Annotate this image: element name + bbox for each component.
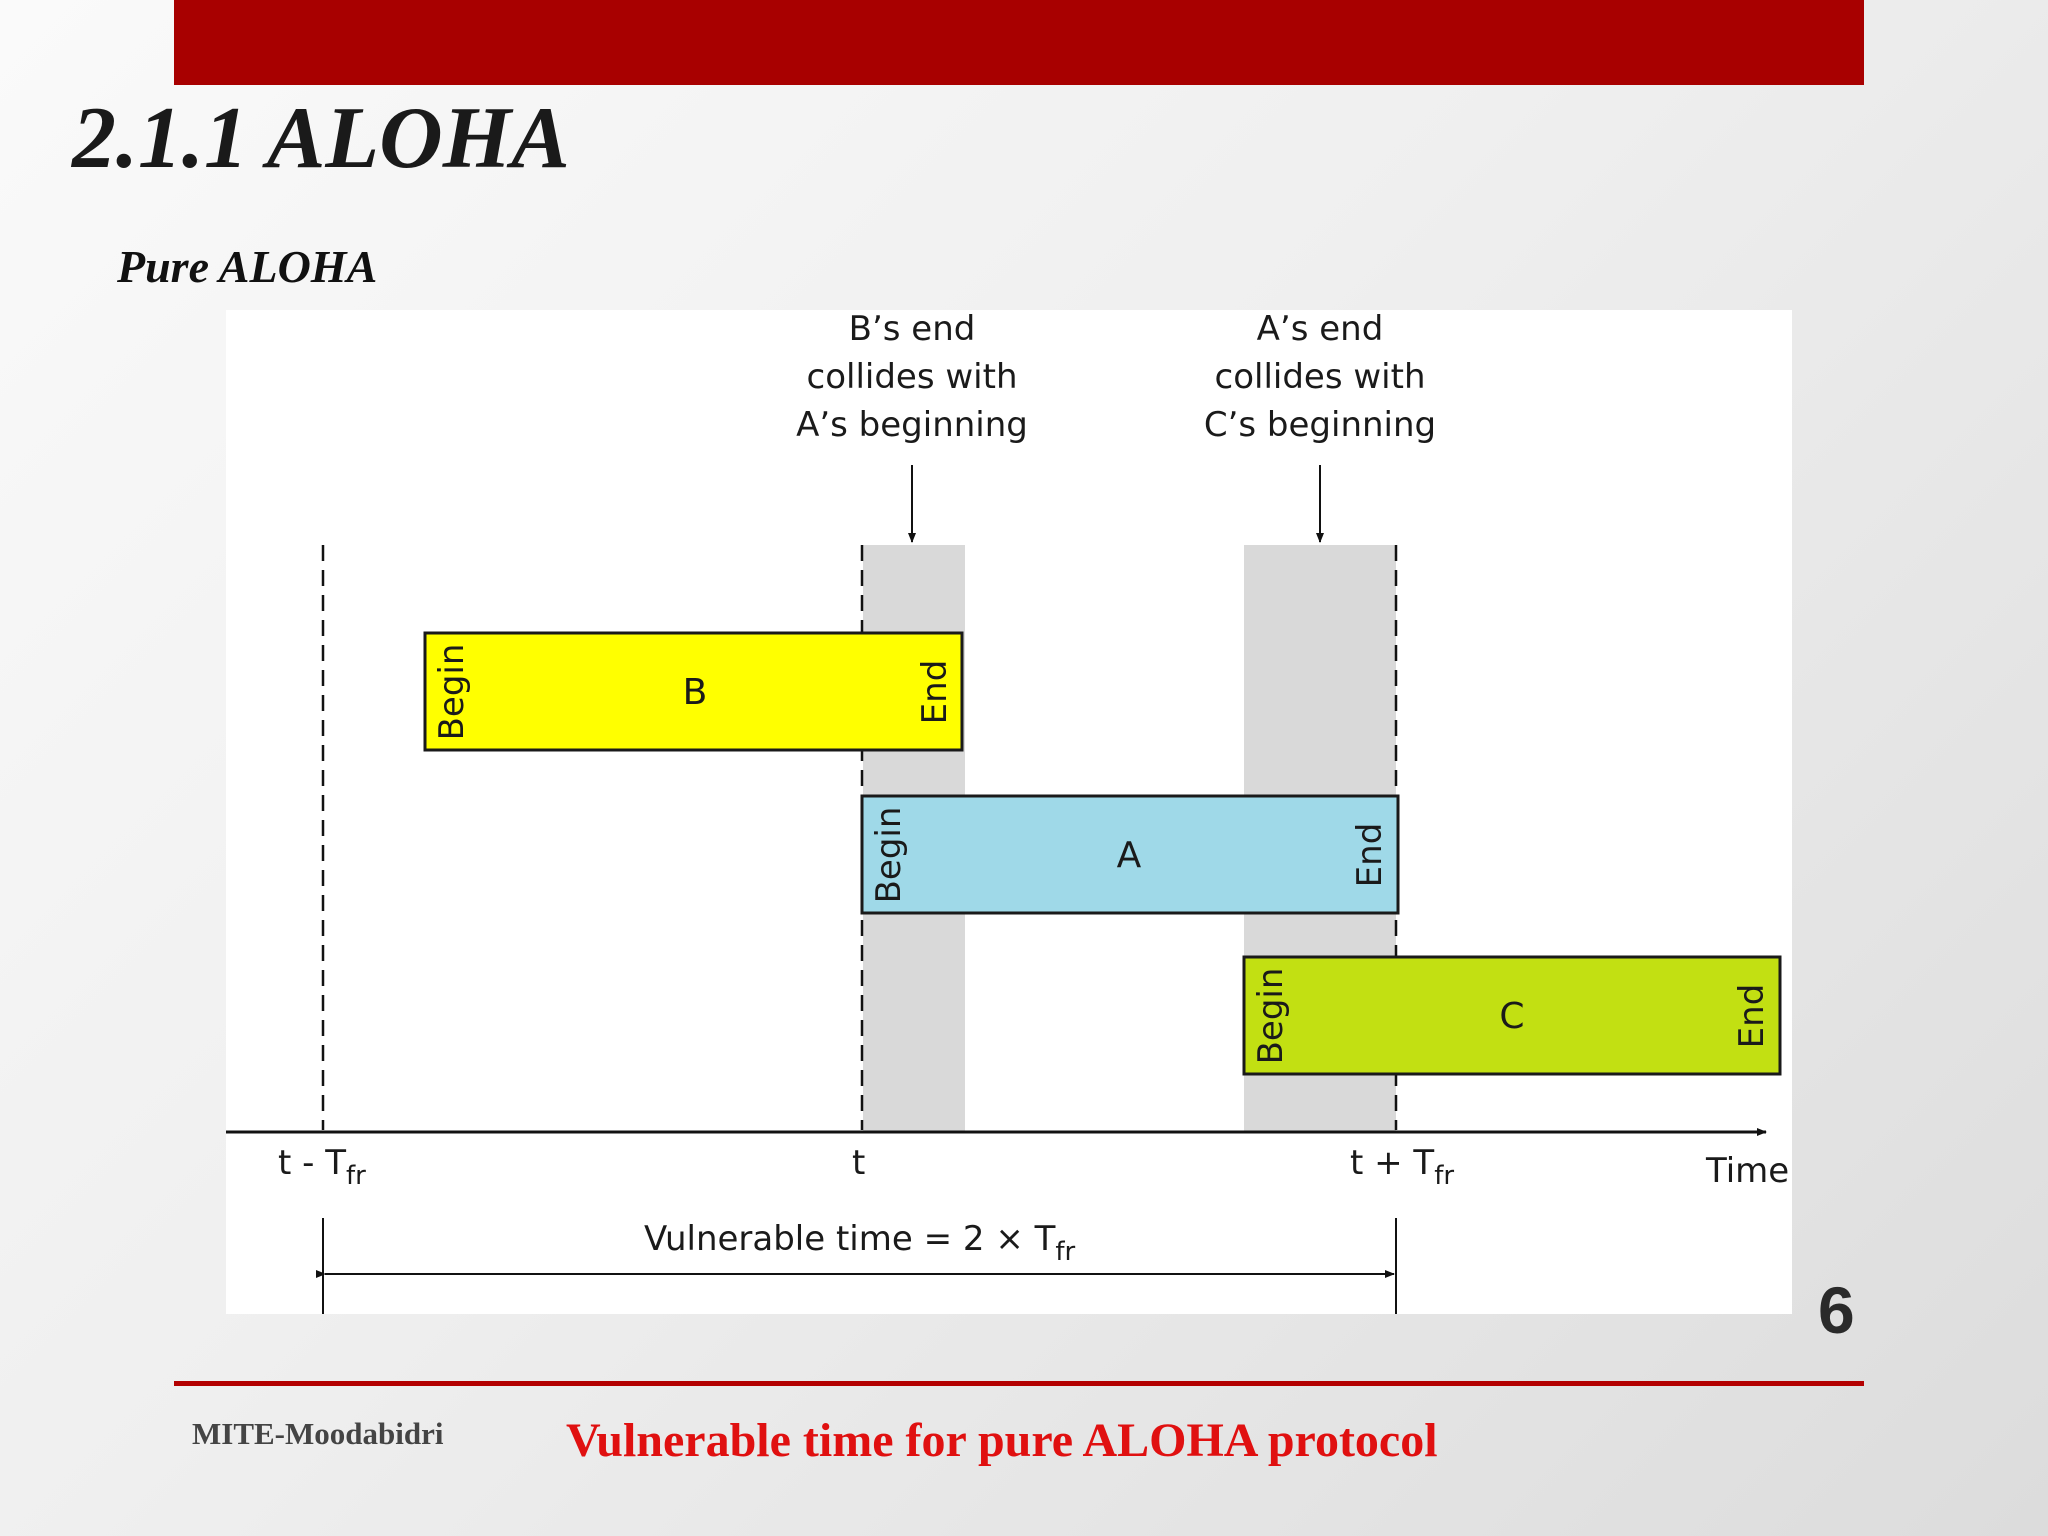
annotation-a-line2: collides with: [1214, 357, 1426, 397]
frame-a-end: End: [1350, 822, 1390, 888]
frame-c-begin: Begin: [1251, 967, 1291, 1065]
frame-a-label: A: [1116, 835, 1142, 876]
tick-right-main: t + T: [1350, 1143, 1435, 1183]
slide-subtitle: Pure ALOHA: [117, 241, 378, 292]
slide-title: 2.1.1 ALOHA: [72, 90, 570, 187]
top-accent-bar: [174, 0, 1864, 85]
tick-t-minus-tfr: [278, 1143, 366, 1191]
tick-t: t: [852, 1143, 866, 1183]
aloha-diagram: [226, 310, 1792, 1314]
annotation-a-line1: A’s end: [1256, 310, 1384, 349]
tick-left-sub: fr: [345, 1161, 366, 1191]
vulnerable-main: Vulnerable time = 2 × T: [644, 1219, 1056, 1259]
annotation-b-collides: [796, 310, 1028, 445]
footer-institution: MITE-Moodabidri: [192, 1416, 444, 1451]
frame-a: [862, 796, 1398, 913]
tick-left-main: t - T: [278, 1143, 346, 1183]
axis-label-time: Time: [1706, 1151, 1790, 1191]
frame-b-label: B: [682, 672, 708, 713]
frame-c: [1244, 957, 1780, 1074]
annotation-b-line2: collides with: [806, 357, 1018, 397]
vulnerable-sub: fr: [1055, 1237, 1076, 1267]
frame-b: [425, 633, 962, 750]
tick-t-plus-tfr: [1350, 1143, 1454, 1191]
footer-rule: [174, 1381, 1864, 1386]
annotation-a-collides: [1204, 310, 1436, 445]
annotation-b-line3: A’s beginning: [796, 405, 1028, 445]
vulnerable-time-label: [644, 1219, 1076, 1267]
slide-number: 6: [1818, 1273, 1855, 1347]
annotation-b-line1: B’s end: [848, 310, 976, 349]
frame-b-end: End: [915, 659, 955, 725]
aloha-diagram-svg: [226, 310, 1792, 1314]
figure-caption: Vulnerable time for pure ALOHA protocol: [566, 1414, 1438, 1467]
frame-b-begin: Begin: [432, 643, 472, 741]
annotation-a-line3: C’s beginning: [1203, 405, 1437, 445]
frame-c-label: C: [1499, 996, 1525, 1037]
tick-right-sub: fr: [1434, 1161, 1455, 1191]
frame-a-begin: Begin: [869, 806, 909, 904]
frame-c-end: End: [1732, 983, 1772, 1049]
